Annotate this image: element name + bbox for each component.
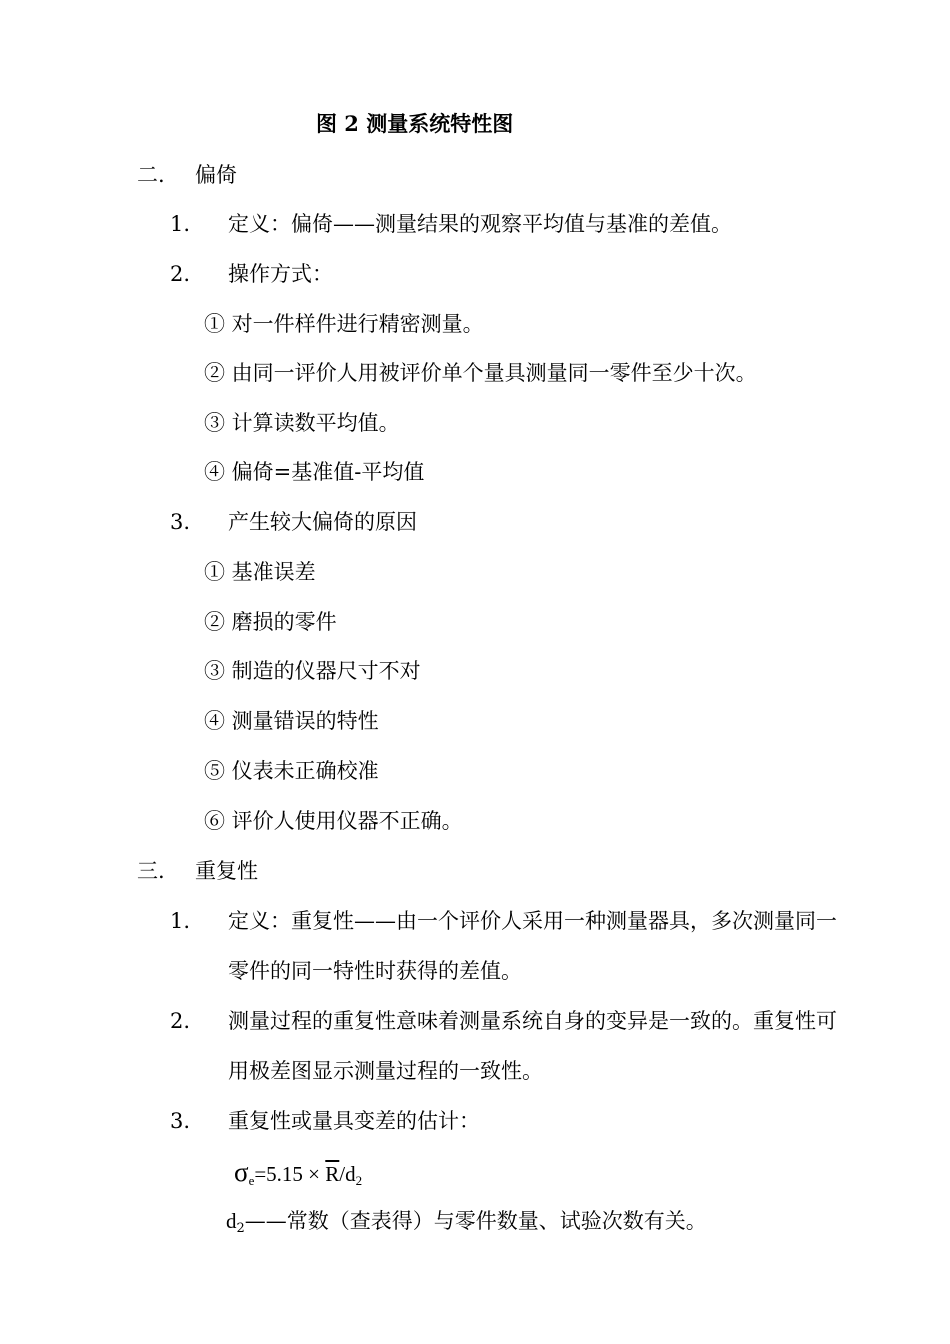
- sub-item: ① 对一件样件进行精密测量。: [204, 312, 484, 336]
- item-number: 3.: [170, 510, 191, 534]
- item-text: 重复性或量具变差的估计：: [228, 1109, 480, 1133]
- formula-body: =5.15 ×: [254, 1162, 326, 1186]
- sub-item: ③ 制造的仪器尺寸不对: [204, 659, 421, 683]
- formula-slash-d: /d: [339, 1162, 356, 1186]
- item-text-line: 测量过程的重复性意味着测量系统自身的变异是一致的。重复性可: [228, 1009, 837, 1033]
- section-number: 三.: [137, 859, 165, 883]
- formula: [234, 1158, 362, 1195]
- d-subscript: 2: [355, 1173, 363, 1188]
- section-number: 二.: [137, 163, 165, 187]
- sub-item: ④ 偏倚=基准值-平均值: [204, 460, 425, 484]
- sub-item: ④ 测量错误的特性: [204, 709, 379, 733]
- item-text: 操作方式：: [228, 262, 333, 286]
- note-text: ——常数（查表得）与零件数量、试验次数有关。: [244, 1209, 707, 1233]
- section-title: 重复性: [195, 859, 258, 883]
- sub-item: ③ 计算读数平均值。: [204, 411, 400, 435]
- item-text-line: 定义：重复性——由一个评价人采用一种测量器具，多次测量同一: [228, 909, 837, 933]
- sub-item: ② 由同一评价人用被评价单个量具测量同一零件至少十次。: [204, 361, 757, 385]
- section-title: 偏倚: [195, 163, 237, 187]
- note-d: d: [226, 1209, 237, 1233]
- item-text-line: 零件的同一特性时获得的差值。: [228, 959, 522, 983]
- item-number: 3.: [170, 1109, 191, 1133]
- figure-caption: 图 2 测量系统特性图: [316, 111, 514, 136]
- item-text: 定义：偏倚——测量结果的观察平均值与基准的差值。: [228, 212, 732, 236]
- sigma-subscript: e: [248, 1173, 255, 1188]
- item-number: 1.: [170, 212, 191, 236]
- item-text-line: 用极差图显示测量过程的一致性。: [228, 1059, 543, 1083]
- sigma-symbol: σ: [234, 1157, 249, 1187]
- item-number: 2.: [170, 1009, 191, 1033]
- item-number: 2.: [170, 262, 191, 286]
- item-number: 1.: [170, 909, 191, 933]
- formula-note: [226, 1207, 707, 1243]
- sub-item: ⑤ 仪表未正确校准: [204, 759, 379, 783]
- item-text: 产生较大偏倚的原因: [228, 510, 417, 534]
- sub-item: ① 基准误差: [204, 560, 316, 584]
- r-bar: $\overline{R}$: [325, 1162, 340, 1186]
- sub-item: ⑥ 评价人使用仪器不正确。: [204, 809, 463, 833]
- sub-item: ② 磨损的零件: [204, 610, 337, 634]
- note-d-subscript: 2: [236, 1221, 245, 1236]
